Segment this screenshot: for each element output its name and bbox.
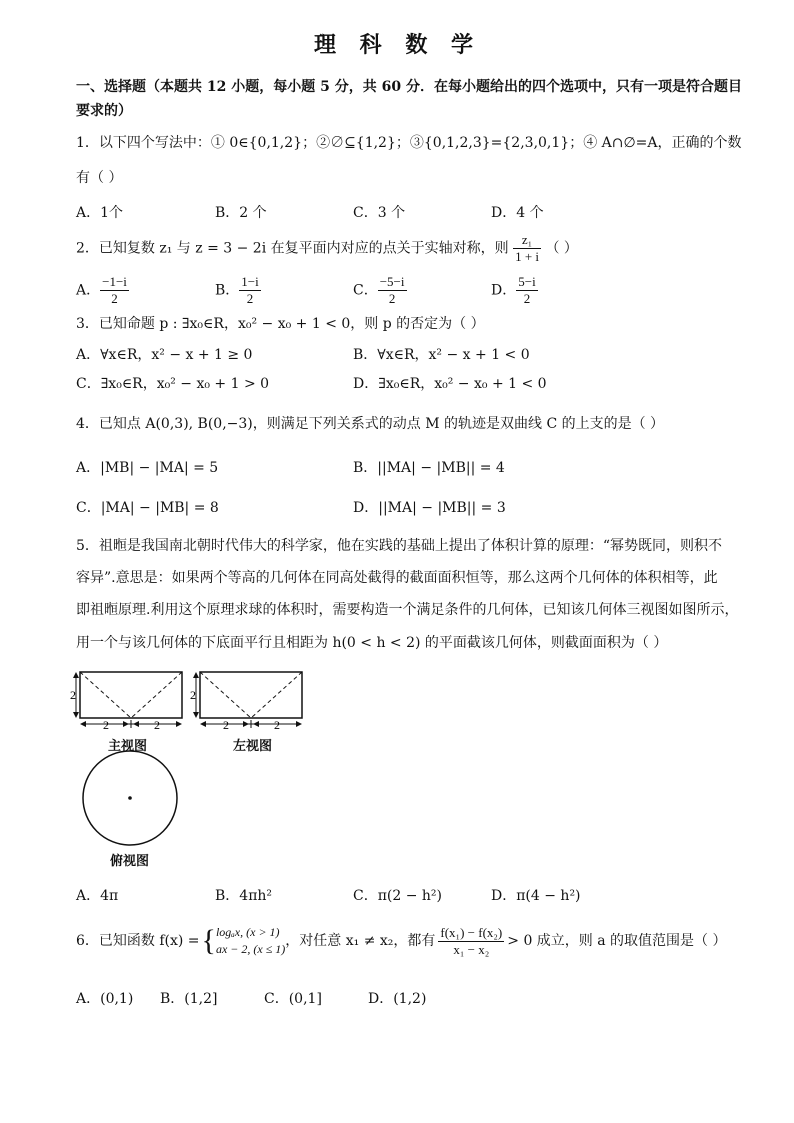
front-view-dashed-right — [131, 672, 182, 718]
top-view-center-dot — [128, 796, 132, 800]
q6-brace: { — [201, 924, 216, 957]
q6-stem — [76, 924, 727, 958]
q2-stem-prefix: 2．已知复数 z₁ 与 z = 3 − 2i 在复平面内对应的点关于实轴对称，则 — [76, 240, 509, 257]
q6-prefix: 6．已知函数 f(x) = — [76, 933, 200, 949]
q2-option-b-num: 1−i — [241, 274, 259, 289]
q2-option-b-den: 2 — [246, 291, 254, 306]
front-view-dim-left: 2 — [103, 718, 109, 732]
page-title: 理 科 数 学 — [314, 32, 481, 58]
side-view-arrow-m1 — [243, 721, 249, 727]
q2-option-b[interactable] — [215, 274, 261, 307]
q5-side-view — [190, 668, 310, 732]
q2-option-c-den: 2 — [388, 291, 396, 306]
side-view-rect — [200, 672, 302, 718]
q5-option-a[interactable]: A．4π — [76, 888, 119, 904]
q3-option-c[interactable]: C．∃x₀∈R，x₀² − x₀ + 1 > 0 — [76, 376, 270, 392]
side-view-dim-right: 2 — [274, 718, 280, 732]
q6-frac-num: f(x₁) − f(x₂) — [440, 924, 503, 940]
q2-frac-den: 1 + i — [515, 249, 540, 264]
section-heading-line2: 要求的） — [76, 103, 132, 119]
q3-stem: 3．已知命题 p : ∃x₀∈R，x₀² − x₀ + 1 < 0，则 p 的否定为（ ） — [76, 316, 485, 332]
front-view-rect — [80, 672, 182, 718]
q6-case1: logₐx, (x > 1) — [215, 925, 280, 939]
q1-option-a[interactable]: A．1个 — [76, 205, 124, 221]
front-view-arrow-up — [73, 672, 79, 678]
front-view-arrow-l — [80, 721, 86, 727]
side-view-dim-left: 2 — [223, 718, 229, 732]
q5-top-caption: 俯视图 — [110, 854, 150, 869]
q2-option-c-num: −5−i — [379, 274, 405, 289]
q5-option-c[interactable]: C．π(2 − h²) — [353, 888, 443, 904]
q2-option-c-label: C． — [353, 282, 378, 299]
q2-option-d-num: 5−i — [518, 274, 536, 289]
q2-option-a-den: 2 — [111, 291, 118, 306]
front-view-arrow-m1 — [123, 721, 129, 727]
q2-stem — [76, 232, 578, 265]
q2-option-a-num: −1−i — [102, 274, 127, 289]
q5-top-view — [78, 750, 184, 848]
q2-fraction — [513, 232, 541, 265]
side-view-arrow-m2 — [253, 721, 259, 727]
q1-option-b[interactable]: B．2 个 — [215, 205, 267, 221]
q6-cases — [216, 924, 285, 958]
q1-stem-line1: 1．以下四个写法中：① 0∈{0,1,2}；②∅⊆{1,2}；③{0,1,2,3}={2,3,0,1}；④ A∩∅=A，正确的个数 — [76, 135, 742, 151]
q6-frac-den: x₁ − x₂ — [453, 941, 490, 957]
q2-option-a-label: A． — [76, 282, 101, 299]
q4-stem: 4．已知点 A(0,3), B(0,−3)，则满足下列关系式的动点 M 的轨迹是双曲线 C 的上支的是（ ） — [76, 416, 665, 432]
q5-line3: 即祖暅原理.利用这个原理求球的体积时，需要构造一个满足条件的几何体，已知该几何体三视图如图所示， — [76, 602, 739, 618]
q6-middle: ，对任意 x₁ ≠ x₂，都有 — [285, 933, 436, 949]
side-view-arrow-down — [193, 712, 199, 718]
q2-option-d-den: 2 — [523, 291, 531, 306]
q2-option-c[interactable] — [353, 274, 407, 307]
section-heading-line1: 一、选择题（本题共 12 小题，每小题 5 分，共 60 分．在每小题给出的四个选项中，只有一项是符合题目 — [76, 79, 742, 95]
q6-option-d[interactable]: D．(1,2) — [368, 991, 427, 1007]
q5-line1: 5．祖暅是我国南北朝时代伟大的科学家，他在实践的基础上提出了体积计算的原理：“幂势既同，则积不 — [76, 538, 723, 554]
front-view-dim-right: 2 — [154, 718, 160, 732]
side-view-arrow-up — [193, 672, 199, 678]
q2-option-a[interactable] — [76, 274, 129, 307]
q1-stem-line2: 有（ ） — [76, 170, 123, 186]
q6-option-b[interactable]: B．(1,2] — [160, 991, 218, 1007]
q1-option-d[interactable]: D．4 个 — [491, 205, 544, 221]
q3-option-b[interactable]: B．∀x∈R，x² − x + 1 < 0 — [353, 347, 530, 363]
q4-option-b[interactable]: B．||MA| − |MB|| = 4 — [353, 460, 505, 476]
front-view-arrow-down — [73, 712, 79, 718]
q2-frac-num: z₁ — [513, 232, 541, 249]
q5-line4: 用一个与该几何体的下底面平行且相距为 h(0 < h < 2) 的平面截该几何体，则截面面积为（ ） — [76, 635, 668, 651]
q6-fraction — [438, 925, 504, 958]
q2-stem-suffix: （ ） — [545, 240, 578, 257]
q4-option-a[interactable]: A．|MB| − |MA| = 5 — [76, 460, 219, 476]
side-view-dashed-right — [251, 672, 302, 718]
front-view-dim-height: 2 — [70, 688, 76, 702]
q2-option-d[interactable] — [491, 274, 538, 307]
q5-option-d[interactable]: D．π(4 − h²) — [491, 888, 581, 904]
q6-suffix: > 0 成立，则 a 的取值范围是（ ） — [507, 933, 727, 949]
side-view-arrow-r — [296, 721, 302, 727]
front-view-dashed-left — [80, 672, 131, 718]
q3-option-d[interactable]: D．∃x₀∈R，x₀² − x₀ + 1 < 0 — [353, 376, 547, 392]
q4-option-d[interactable]: D．||MA| − |MB|| = 3 — [353, 500, 506, 516]
q5-front-view — [70, 668, 190, 732]
q4-option-c[interactable]: C．|MA| − |MB| = 8 — [76, 500, 219, 516]
q3-option-a[interactable]: A．∀x∈R，x² − x + 1 ≥ 0 — [76, 347, 253, 363]
q5-line2: 容异”.意思是：如果两个等高的几何体在同高处截得的截面面积恒等，那么这两个几何体的体积相等，此 — [76, 570, 718, 586]
q5-side-caption: 左视图 — [233, 739, 273, 754]
q2-option-d-label: D． — [491, 282, 517, 299]
q5-front-caption: 主视图 — [108, 739, 148, 754]
q2-option-b-label: B． — [215, 282, 240, 299]
q6-option-c[interactable]: C．(0,1] — [264, 991, 322, 1007]
side-view-dashed-left — [200, 672, 251, 718]
q6-option-a[interactable]: A．(0,1) — [76, 991, 134, 1007]
q1-option-c[interactable]: C．3 个 — [353, 205, 406, 221]
side-view-dim-height: 2 — [190, 688, 196, 702]
front-view-arrow-r — [176, 721, 182, 727]
side-view-arrow-l — [200, 721, 206, 727]
front-view-arrow-m2 — [133, 721, 139, 727]
q6-case2: ax − 2, (x ≤ 1) — [215, 942, 286, 956]
q5-option-b[interactable]: B．4πh² — [215, 888, 273, 904]
